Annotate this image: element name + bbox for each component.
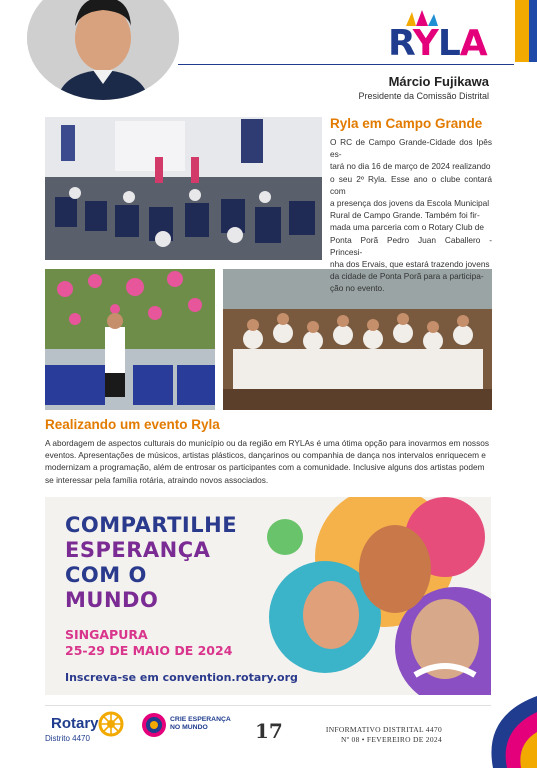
publication-title: INFORMATIVO DISTRITAL 4470	[325, 725, 442, 734]
page-number: 17	[255, 719, 283, 743]
photo-participant-flowers	[45, 269, 215, 410]
crie-line-1: CRIE ESPERANÇA	[170, 716, 231, 723]
president-name: Márcio Fujikawa	[388, 74, 489, 89]
president-photo	[27, 0, 179, 100]
text-line: o seu 2º Ryla. Esse ano o clube contará com	[330, 173, 492, 196]
text-line: Rural de Campo Grande. Também foi fir-	[330, 210, 480, 221]
text-line: a presença dos jovens da Escola Municipal	[330, 198, 490, 209]
banner-illustration	[265, 497, 491, 695]
section-body-realizando	[45, 437, 491, 486]
section-title-realizando: Realizando um evento Ryla	[45, 417, 220, 432]
section-body-campo-grande	[330, 136, 492, 295]
banner-line-4: MUNDO	[65, 588, 159, 612]
text-line: A abordagem de aspectos culturais do município ou da região em RYLAs é uma ótima opção para inovarmos em nossos	[45, 438, 489, 448]
text-line: Ponta Porã Pedro Juan Caballero - Princesi-	[330, 234, 492, 257]
text-line: da cidade de Ponta Porã para a participa-	[330, 271, 484, 282]
rotary-wheel-icon	[98, 711, 124, 737]
corner-accent-stripe	[529, 0, 537, 62]
rotary-wordmark: Rotary	[51, 715, 99, 732]
banner-register-link[interactable]: Inscreva-se em convention.rotary.org	[65, 671, 298, 684]
text-line: eventos. Apresentações de músicos, artistas plásticos, dançarinos ou companhia de dança nos intervalos enriquecem e	[45, 450, 486, 461]
corner-swoosh-decoration	[473, 696, 537, 768]
banner-line-2: ESPERANÇA	[65, 538, 211, 562]
banner-city: SINGAPURA	[65, 627, 148, 642]
text-line: modernizam a programação, além de entrosar os participantes com a comunidade. Inclusive alguns dos artistas podem	[45, 462, 485, 473]
banner-date: 25-29 DE MAIO DE 2024	[65, 643, 233, 658]
convention-banner	[45, 497, 491, 695]
district-label: Distrito 4470	[45, 734, 90, 743]
header-rule	[178, 64, 514, 65]
crie-line-2: NO MUNDO	[170, 724, 208, 731]
footer-rule	[45, 705, 491, 706]
text-line: nha dos Ervais, que estará trazendo jovens	[330, 259, 490, 270]
text-line: O RC de Campo Grande-Cidade dos Ipês es-	[330, 137, 492, 160]
ryla-logo	[388, 10, 492, 64]
photo-classroom-ryla	[45, 117, 322, 260]
banner-line-3: COM O	[65, 563, 147, 587]
text-line: ção no evento.	[330, 283, 385, 294]
text-line: tará no dia 16 de março de 2024 realizando	[330, 161, 491, 172]
crie-esperanca-logo	[141, 712, 167, 738]
banner-line-1: COMPARTILHE	[65, 513, 238, 537]
section-title-campo-grande: Ryla em Campo Grande	[330, 116, 483, 131]
publication-issue: Nº 08 • FEVEREIRO DE 2024	[341, 735, 442, 744]
text-line: se interessar pela família rotária, atraindo novos associados.	[45, 474, 269, 485]
president-role: Presidente da Comissão Distrital	[358, 91, 489, 101]
crie-esperanca-text	[170, 716, 231, 732]
text-line: mada uma parceria com o Rotary Club de	[330, 222, 485, 233]
ryla-logo-text: RYLA	[388, 23, 487, 64]
